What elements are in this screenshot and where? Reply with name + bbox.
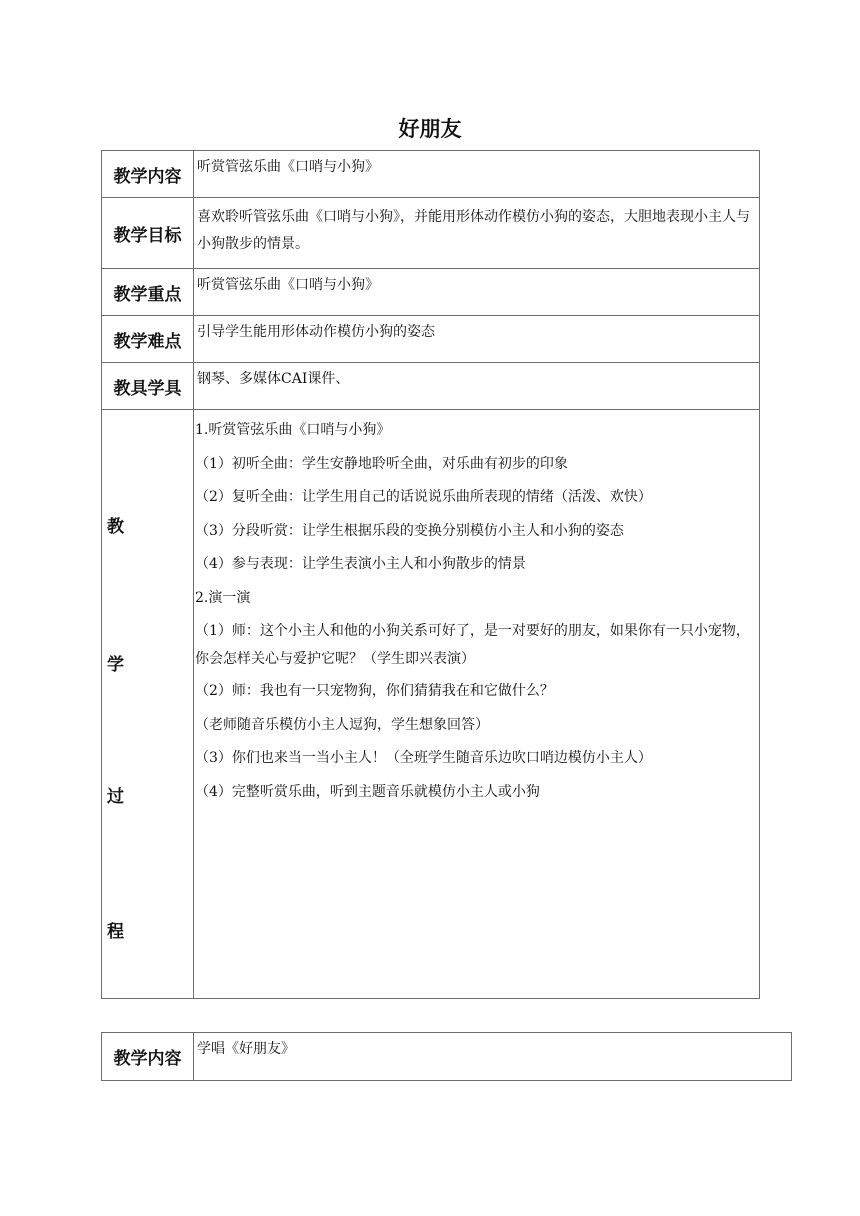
table-row xyxy=(102,410,760,999)
process-line: （1）师：这个小主人和他的小狗关系可好了，是一对要好的朋友，如果你有一只小宠物，你会怎样关心与爱护它呢？（学生即兴表演） xyxy=(195,623,750,667)
process-line: （3）分段听赏：让学生根据乐段的变换分别模仿小主人和小狗的姿态 xyxy=(195,522,624,539)
table-row xyxy=(102,151,760,198)
process-label-char: 程 xyxy=(107,922,124,942)
row-label-content: 教学内容 xyxy=(102,151,194,198)
process-label xyxy=(102,410,194,999)
table-row xyxy=(102,316,760,363)
row-label-goals: 教学目标 xyxy=(102,198,194,269)
row-label-content-2: 教学内容 xyxy=(102,1033,194,1081)
lesson-plan-table xyxy=(101,150,760,999)
row-value-tools: 钢琴、多媒体CAI课件、 xyxy=(194,363,760,410)
process-line: （1）初听全曲：学生安静地聆听全曲，对乐曲有初步的印象 xyxy=(195,455,568,472)
row-value-content-2: 学唱《好朋友》 xyxy=(194,1033,792,1081)
process-line: 2.演一演 xyxy=(195,589,251,606)
row-value-goals: 喜欢聆听管弦乐曲《口哨与小狗》，并能用形体动作模仿小狗的姿态，大胆地表现小主人与小狗散步的情景。 xyxy=(194,198,760,269)
table-row xyxy=(102,198,760,269)
table-row xyxy=(102,1033,792,1081)
process-label-char: 教 xyxy=(107,517,124,537)
document-title: 好朋友 xyxy=(398,117,462,141)
process-content xyxy=(194,410,760,999)
table-row xyxy=(102,363,760,410)
process-line: 1.听赏管弦乐曲《口哨与小狗》 xyxy=(195,422,391,438)
row-value-key-points: 听赏管弦乐曲《口哨与小狗》 xyxy=(194,269,760,316)
process-label-char: 过 xyxy=(107,787,124,807)
row-value-difficulties: 引导学生能用形体动作模仿小狗的姿态 xyxy=(194,316,760,363)
second-lesson-table xyxy=(101,1032,792,1081)
process-line: （2）师：我也有一只宠物狗，你们猜猜我在和它做什么？ xyxy=(195,683,554,699)
process-line: （4）参与表现：让学生表演小主人和小狗散步的情景 xyxy=(195,556,526,572)
row-label-key-points: 教学重点 xyxy=(102,269,194,316)
row-label-tools: 教具学具 xyxy=(102,363,194,410)
process-label-char: 学 xyxy=(107,655,124,675)
process-line: （4）完整听赏乐曲，听到主题音乐就模仿小主人或小狗 xyxy=(195,783,540,800)
row-value-content: 听赏管弦乐曲《口哨与小狗》 xyxy=(194,151,760,198)
table-row xyxy=(102,269,760,316)
process-line: （2）复听全曲：让学生用自己的话说说乐曲所表现的情绪（活泼、欢快） xyxy=(195,489,652,505)
process-line: （老师随音乐模仿小主人逗狗，学生想象回答） xyxy=(195,716,489,733)
row-label-difficulties: 教学难点 xyxy=(102,316,194,363)
process-line: （3）你们也来当一当小主人！（全班学生随音乐边吹口哨边模仿小主人） xyxy=(195,750,652,766)
